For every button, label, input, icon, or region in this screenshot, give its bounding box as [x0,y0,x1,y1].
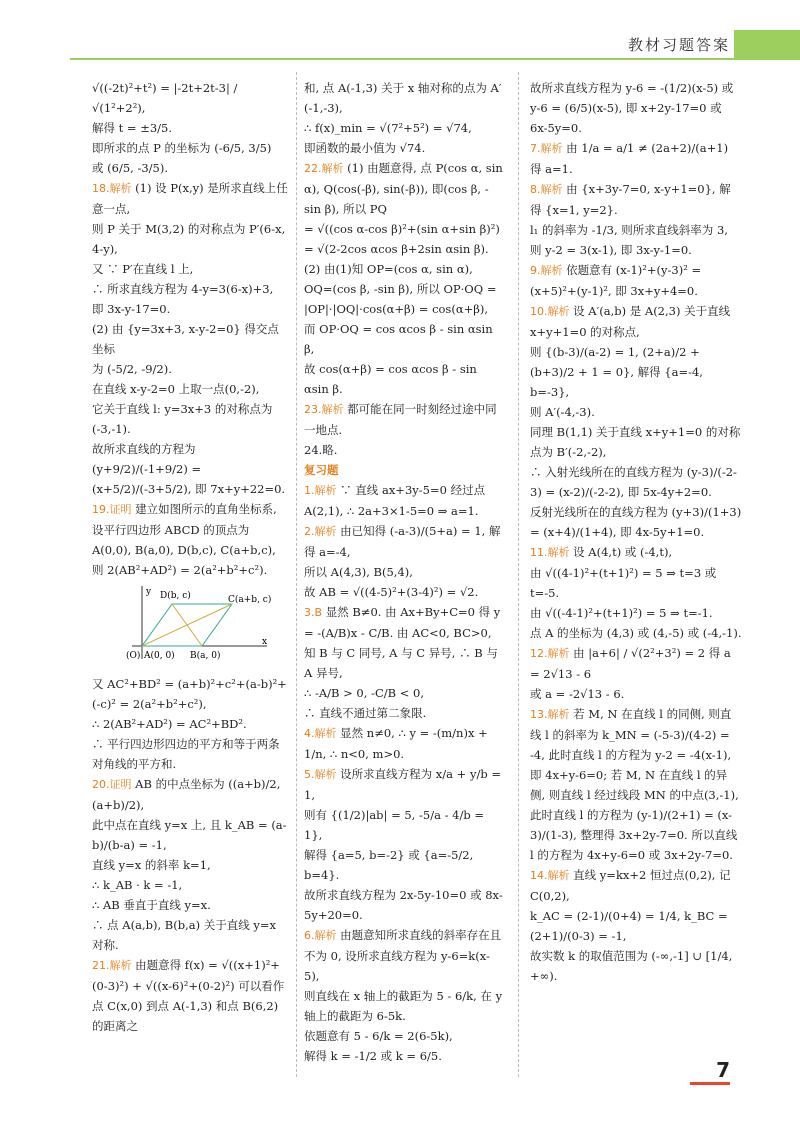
text-line: (-3,-1). [92,422,131,436]
review-answer-11 [530,542,742,563]
column-middle [304,78,504,1066]
answer-20 [92,774,290,815]
text-line: 故所求直线的方程为 (y+9/2)/(-1+9/2) = [92,442,202,476]
text-line: 则直线在 x 轴上的截距为 5 - 6/k, 在 y 轴上的截距为 6-5k. [304,989,503,1023]
question-number-label: 8.解析 [530,183,563,196]
question-number-label: 6.解析 [304,929,337,942]
text-line: 故所求直线方程为 y-6 = -(1/2)(x-5) 或 [530,81,734,95]
question-number-label: 3.B [304,606,323,619]
review-answer-1 [304,480,504,521]
text-line: 而 OP·OQ = cos αcos β - sin αsin β, [304,322,493,356]
page-number-underline [690,1082,730,1085]
review-answer-3 [304,602,504,683]
question-number-label: 20.证明 [92,778,132,791]
review-answer-14 [530,865,742,906]
text-line: 故 cos(α+β) = cos αcos β - sin αsin β. [304,362,477,396]
text-line: 或 (6/5, -3/5). [92,161,168,175]
text-line: 解得 {a=5, b=-2} 或 {a=-5/2, b=4}. [304,848,474,882]
text-line: = √((cos α-cos β)²+(sin α+sin β)²) [304,222,500,236]
review-answer-2 [304,521,504,562]
text-line: 在直线 x-y-2=0 上取一点(0,-2), [92,382,260,396]
answer-text: 由已知得 (-a-3)/(5+a) = 1, 解得 a=-4, [304,524,501,559]
text-line: 解得 k = -1/2 或 k = 6/5. [304,1049,442,1063]
text-line: 则有 {(1/2)|ab| = 5, -5/a - 4/b = 1}, [304,808,484,842]
text-line: l₁ 的斜率为 -1/3, 则所求直线斜率为 3, [530,223,728,237]
column-right [530,78,742,986]
text-line: 设平行四边形 ABCD 的顶点为 A(0,0), B(a,0), D(b,c), C(a+b,c), [92,523,276,557]
review-answer-8 [530,179,742,220]
question-number-label: 1.解析 [304,484,337,497]
text-line: ∴ AB 垂直于直线 y=x. [92,898,211,912]
answer-text: 设 A′(a,b) 是 A(2,3) 关于直线 x+y+1=0 的对称点, [530,304,731,339]
column-divider-1 [296,72,298,1077]
text-line: 它关于直线 l: y=3x+3 的对称点为 [92,402,273,416]
answer-text: 都可能在同一时刻经过途中同一地点. [304,402,497,437]
text-line: 即 3x-y-17=0. [92,302,171,316]
answer-22 [304,158,504,219]
page-number: 7 [716,1058,730,1082]
text-line: 故所求直线方程为 2x-5y-10=0 或 8x-5y+20=0. [304,888,503,922]
text-line: ∴ 平行四边形四边的平方和等于两条对角线的平方和. [92,737,280,771]
header-title: 教材习题答案 [627,36,730,54]
review-answer-6 [304,925,504,986]
question-number-label: 11.解析 [530,546,570,559]
label-a: A(0, 0) [144,651,175,661]
label-c: C(a+b, c) [228,595,272,605]
answer-text: 设 A(4,t) 或 (-4,t), [569,545,673,559]
answer-19 [92,499,290,520]
answer-text: ∵ 直线 ax+3y-5=0 经过点 A(2,1), ∴ 2a+3×1-5=0 ⇒ a=1. [304,483,486,518]
text-line: 又 ∵ P′在直线 l 上, [92,262,194,276]
answer-text: 设所求直线方程为 x/a + y/b = 1, [304,767,501,802]
header-rule [70,58,800,60]
answer-23 [304,399,504,440]
text-line: ∴ f(x)_min = √(7²+5²) = √74, [304,121,472,135]
question-number-label: 10.解析 [530,305,570,318]
text-line: 由 √((4-1)²+(t+1)²) = 5 ⇒ t=3 或 t=-5. [530,566,717,600]
answer-text: 由题意得 f(x) = √((x+1)²+(0-3)²) + √((x-6)²+(0-2)²) 可以看作点 C(x,0) 到点 A(-1,3) 和点 B(6,2) 的距离之 [92,958,285,1033]
header-accent-block [734,30,800,58]
text-line: 故 AB = √((4-5)²+(3-4)²) = √2. [304,585,479,599]
question-number-label: 22.解析 [304,162,344,175]
review-answer-9 [530,260,742,301]
question-number-label: 13.解析 [530,708,570,721]
answer-text: 显然 B≠0. 由 Ax+By+C=0 得 y = -(A/B)x - C/B. 由 AC<0, BC>0, 知 B 与 C 同号, A 与 C 异号, ∴ B 与 A 异号, [304,605,501,680]
section-title-review: 复习题 [304,463,339,477]
text-line: 则 {(b-3)/(a-2) = 1, (2+a)/2 + (b+3)/2 + 1 = 0}, 解得 {a=-4, b=-3}, [530,345,703,399]
question-number-label: 7.解析 [530,142,563,155]
review-answer-13 [530,704,742,865]
text-line: 由 √((-4-1)²+(t+1)²) = 5 ⇒ t=-1. [530,606,713,620]
answer-text: 由 |a+6| / √(2²+3²) = 2 得 a = 2√13 - 6 [530,646,731,681]
answer-21 [92,955,290,1036]
question-number-label: 19.证明 [92,503,132,516]
question-number-label: 14.解析 [530,869,570,882]
question-number-label: 4.解析 [304,727,337,740]
text-line: 或 a = -2√13 - 6. [530,687,625,701]
label-x: x [262,637,268,647]
answer-18 [92,178,290,219]
text-line: ∴ 入射光线所在的直线方程为 (y-3)/(-2-3) = (x-2)/(-2-2), 即 5x-4y+2=0. [530,465,737,499]
text-line: 则 y-2 = 3(x-1), 即 3x-y-1=0. [530,243,692,257]
question-number-label: 18.解析 [92,182,132,195]
text-line: 则 2(AB²+AD²) = 2(a²+b²+c²). [92,563,268,577]
text-line: k_AC = (2-1)/(0+4) = 1/4, k_BC = (2+1)/(0-3) = -1, [530,909,728,943]
text-line: 同理 B(1,1) 关于直线 x+y+1=0 的对称点为 B′(-2,-2), [530,425,741,459]
question-number-label: 9.解析 [530,264,563,277]
text-line: ∴ 直线不通过第二象限. [304,706,427,720]
text-line: 所以 A(4,3), B(5,4), [304,565,413,579]
review-answer-4 [304,723,504,764]
diagonal-bd [172,604,202,646]
review-answer-12 [530,643,742,684]
text-line: ∴ -A/B > 0, -C/B < 0, [304,686,424,700]
text-line: 即函数的最小值为 √74. [304,141,426,155]
text-line: 依题意有 5 - 6/k = 2(6-5k), [304,1029,453,1043]
text-line: 解得 t = ±3/5. [92,121,173,135]
label-b: B(a, 0) [190,651,221,661]
question-number-label: 2.解析 [304,525,337,538]
column-divider-2 [518,72,520,1077]
answer-text: 直线 y=kx+2 恒过点(0,2), 记 C(0,2), [530,868,731,903]
text-line: 又 AC²+BD² = (a+b)²+c²+(a-b)²+(-c)² = 2(a²+b²+c²), [92,677,287,711]
answer-text: AB 的中点坐标为 ((a+b)/2, (a+b)/2), [92,777,281,812]
text-line: y-6 = (6/5)(x-5), 即 x+2y-17=0 或 6x-5y=0. [530,101,722,135]
answer-text: 显然 n≠0, ∴ y = -(m/n)x + 1/n, ∴ n<0, m>0. [304,726,488,761]
text-line: 直线 y=x 的斜率 k=1, [92,858,211,872]
review-answer-5 [304,764,504,805]
answer-text: 由题意知所求直线的斜率存在且不为 0, 设所求直线方程为 y-6=k(x-5), [304,928,502,983]
label-d: D(b, c) [160,591,191,601]
answer-24: 24.略. [304,443,338,457]
text-line: 反射光线所在的直线方程为 (y+3)/(1+3) = (x+4)/(1+4), 即 4x-5y+1=0. [530,505,742,539]
text-line: 则 A′(-4,-3). [530,405,595,419]
label-y: y [146,587,152,597]
text-line: ∴ 所求直线方程为 4-y=3(6-x)+3, [92,282,274,296]
answer-text: 若 M, N 在直线 l 的同侧, 则直线 l 的斜率为 k_MN = (-5-3)/(4-2) = -4, 此时直线 l 的方程为 y-2 = -4(x-1), 即 4x+y-6=0; 若 M, N 在直线 l 的异侧, 则直线 l 经过线段 MN 的中点(3,-1), 此时直线 l 的方程为 (y-1)/(2+1) = (x-3)/(1-3), 整理得 3x+2y-7=0. 所以直线 l 的方程为 4x+y-6=0 或 3x+2y-7=0. [530,707,739,862]
text-line: ∴ k_AB · k = -1, [92,878,183,892]
text-line: 则 P 关于 M(3,2) 的对称点为 P′(6-x, 4-y), [92,222,286,256]
parallelogram-diagram [122,584,272,664]
answer-text: (1) 设 P(x,y) 是所求直线上任意一点, [92,181,288,216]
text-line: (2) 由 {y=3x+3, x-y-2=0} 得交点坐标 [92,322,279,356]
text-line: ∴ 点 A(a,b), B(b,a) 关于直线 y=x 对称. [92,918,276,952]
answer-text: 由 1/a = a/1 ≠ (2a+2)/(a+1) 得 a=1. [530,141,729,176]
answer-text: 建立如图所示的直角坐标系, [131,502,277,516]
text-line: (2) 由(1)知 OP=(cos α, sin α), OQ=(cos β, -sin β), 所以 OP·OQ = |OP|·|OQ|·cos(α+β) = cos(α+β), [304,262,497,316]
answer-text: 由 {x+3y-7=0, x-y+1=0}, 解得 {x=1, y=2}. [530,182,731,217]
question-number-label: 23.解析 [304,403,344,416]
text-line: 为 (-5/2, -9/2). [92,362,172,376]
question-number-label: 21.解析 [92,959,132,972]
answer-text: (1) 由题意得, 点 P(cos α, sin α), Q(cos(-β), sin(-β)), 即(cos β, -sin β), 所以 PQ [304,161,503,216]
text-line: 和, 点 A(-1,3) 关于 x 轴对称的点为 A′(-1,-3), [304,81,502,115]
review-answer-10 [530,301,742,342]
text-line: √((-2t)²+t²) = |-2t+2t-3| / √(1²+2²), [92,81,238,115]
text-line: 点 A 的坐标为 (4,3) 或 (4,-5) 或 (-4,-1). [530,626,742,640]
text-line: 故实数 k 的取值范围为 (-∞,-1] ∪ [1/4, +∞). [530,949,733,983]
question-number-label: 5.解析 [304,768,337,781]
text-line: 即所求的点 P 的坐标为 (-6/5, 3/5) [92,141,272,155]
text-line: 此中点在直线 y=x 上, 且 k_AB = (a-b)/(b-a) = -1, [92,818,287,852]
review-answer-7 [530,138,742,179]
label-o: (O) [126,651,141,661]
text-line: (x+5/2)/(-3+5/2), 即 7x+y+22=0. [92,482,286,496]
text-line: ∴ 2(AB²+AD²) = AC²+BD². [92,717,247,731]
answer-text: 依题意有 (x-1)²+(y-3)² = (x+5)²+(y-1)², 即 3x+y+4=0. [530,263,702,298]
column-left [92,78,290,1036]
text-line: = √(2-2cos αcos β+2sin αsin β). [304,242,489,256]
question-number-label: 12.解析 [530,647,570,660]
